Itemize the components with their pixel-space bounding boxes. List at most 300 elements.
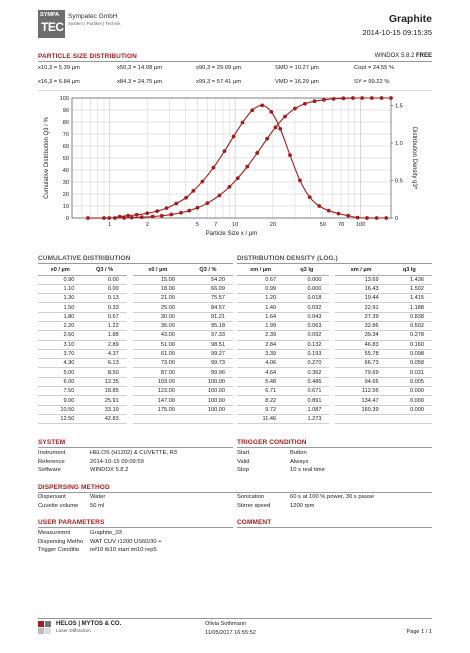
y-tick-label-left: 90 xyxy=(62,108,69,114)
system-field-label: Software xyxy=(38,467,61,473)
dens-q-cell: 0.486 xyxy=(284,377,329,386)
dens-q-cell: 0.891 xyxy=(284,396,329,405)
density-q3-point xyxy=(298,178,302,182)
cum-x-cell xyxy=(133,414,183,423)
table-row xyxy=(237,312,432,321)
cumulative-q3-point xyxy=(218,193,222,197)
cumulative-q3-point xyxy=(351,96,355,100)
cum-x-cell: 3.70 xyxy=(38,349,82,358)
density-q3-point xyxy=(337,212,341,216)
x-tick-label: 70 xyxy=(337,222,345,228)
dens-x-cell: 0.67 xyxy=(237,275,284,284)
user-param-label: Measuremnt xyxy=(38,530,71,536)
cum-q-cell: 100.00 xyxy=(183,396,233,405)
dens-q-cell: 1.502 xyxy=(387,284,432,293)
cum-q-cell: 4.37 xyxy=(82,349,126,358)
density-q3-point xyxy=(135,213,139,217)
y-tick-label-right: 0 xyxy=(395,216,399,222)
density-q3-point xyxy=(200,180,204,184)
dens-q-cell: 0.838 xyxy=(387,312,432,321)
dens-x-cell xyxy=(335,414,386,423)
cumulative-q3-point xyxy=(140,215,144,219)
cum-q-cell: 75.57 xyxy=(183,294,233,303)
cum-x-cell: 7.50 xyxy=(38,387,82,396)
y-tick-label-right: 1.5 xyxy=(395,103,403,110)
stat-x84: x84,3 = 24.75 µm xyxy=(117,79,163,85)
cum-x-cell: 0.90 xyxy=(38,275,82,284)
trigger-section-title: TRIGGER CONDITION xyxy=(237,439,307,446)
dispersing-field-value: 50 ml xyxy=(90,502,105,509)
dens-q-cell: 0.005 xyxy=(387,377,432,386)
software-free-label: FREE xyxy=(415,53,432,59)
cum-q-cell: 0.13 xyxy=(82,294,126,303)
cumulative-q3-point xyxy=(195,206,199,210)
logo-text-top: SYMPA xyxy=(40,12,60,18)
dens-x-cell: 0.99 xyxy=(237,284,284,293)
footer-brand-sub: Laser Diffraction xyxy=(56,629,91,634)
dens-x-cell: 1.64 xyxy=(237,312,284,321)
dens-q-cell: 0.000 xyxy=(284,284,329,293)
cumulative-q3-point xyxy=(265,137,269,141)
cum-x-cell: 15.00 xyxy=(133,275,183,284)
dens-q-cell: 1.188 xyxy=(387,303,432,312)
dens-x-cell: 1.20 xyxy=(237,294,284,303)
cumulative-q3-point xyxy=(179,211,183,215)
dens-q-cell: 0.058 xyxy=(387,359,432,368)
dens-q-cell: 0.000 xyxy=(284,275,329,284)
table-row xyxy=(237,321,432,330)
software-tag xyxy=(375,53,432,59)
density-q3-point xyxy=(184,196,188,200)
table-row xyxy=(38,294,233,303)
table-row xyxy=(38,405,233,414)
footer-brand: HELOS | MYTOS & CO. xyxy=(56,621,122,627)
stat-copt: Copt = 24.55 % xyxy=(354,65,395,71)
density-q3-point xyxy=(155,209,159,213)
psd-rule xyxy=(38,61,432,62)
density-q3-point xyxy=(165,206,169,210)
density-q3-point xyxy=(308,195,312,199)
table-row xyxy=(38,349,233,358)
user-params-rule xyxy=(38,527,233,528)
y-tick-label-left: 60 xyxy=(62,144,69,150)
cum-x-cell: 1.30 xyxy=(38,294,82,303)
cum-x-cell: 5.00 xyxy=(38,368,82,377)
table-row xyxy=(237,396,432,405)
cum-col-q-right: Q3 / % xyxy=(183,265,233,275)
cumulative-q3-point xyxy=(360,96,364,100)
table-row xyxy=(237,303,432,312)
cumulative-q3-point xyxy=(370,96,374,100)
y-tick-label-left: 20 xyxy=(62,192,69,198)
sympatec-logo xyxy=(38,10,65,38)
cumulative-q3-point xyxy=(245,165,249,169)
dens-rule xyxy=(237,263,432,264)
cum-q-cell xyxy=(183,414,233,423)
dens-x-cell: 2.84 xyxy=(237,340,284,349)
cum-q-cell: 8.50 xyxy=(82,368,126,377)
dens-x-cell: 94.66 xyxy=(335,377,386,386)
cum-x-cell: 18.00 xyxy=(133,284,183,293)
dens-q-cell: 0.063 xyxy=(284,321,329,330)
cum-q-cell: 91.21 xyxy=(183,312,233,321)
cum-q-cell: 1.88 xyxy=(82,331,126,340)
cumulative-q3-point xyxy=(151,215,155,219)
stat-smd: SMD = 10.27 µm xyxy=(275,65,319,71)
stat-x10: x10,3 = 5.39 µm xyxy=(38,65,80,71)
system-field-label: Instrument xyxy=(38,450,66,456)
cum-x-cell: 10.50 xyxy=(38,405,82,414)
cum-q-cell: 99.96 xyxy=(183,368,233,377)
footer-printed: 11/05/2017 16:55:52 xyxy=(205,630,256,636)
cum-q-cell: 42.83 xyxy=(82,414,126,423)
dens-q-cell: 0.362 xyxy=(284,368,329,377)
dens-x-cell: 46.83 xyxy=(335,340,386,349)
cum-col-x-right: x0 / µm xyxy=(133,265,183,275)
dens-x-cell: 4.06 xyxy=(237,359,284,368)
cum-q-cell: 25.91 xyxy=(82,396,126,405)
dens-col-x-left: xm / µm xyxy=(237,265,284,275)
stat-sy: SY = 99.22 % xyxy=(354,79,390,85)
dens-q-cell xyxy=(387,414,432,423)
x-tick-label: 100 xyxy=(355,222,366,228)
table-row xyxy=(38,359,233,368)
trigger-field-label: Start xyxy=(237,450,250,456)
cum-x-cell: 147.00 xyxy=(133,396,183,405)
density-q3-point xyxy=(288,153,292,157)
cum-x-cell: 12.50 xyxy=(38,414,82,423)
table-row xyxy=(38,331,233,340)
system-field-value: 2014-10-15 09:09:59 xyxy=(90,458,144,465)
table-row xyxy=(38,414,233,423)
cum-x-cell: 1.50 xyxy=(38,303,82,312)
software-version: WINDOX 5.8.2 xyxy=(374,53,415,59)
dens-q-cell: 0.193 xyxy=(284,349,329,358)
cum-x-cell: 1.80 xyxy=(38,312,82,321)
dens-x-cell: 16.43 xyxy=(335,284,386,293)
y-tick-label-left: 10 xyxy=(62,204,69,210)
dens-x-cell: 19.44 xyxy=(335,294,386,303)
cum-x-cell: 43.00 xyxy=(133,331,183,340)
trigger-field-label: Stop xyxy=(237,467,249,473)
dens-x-cell: 32.86 xyxy=(335,321,386,330)
system-rule xyxy=(38,447,233,448)
cumulative-table xyxy=(38,265,233,424)
dens-q-cell: 0.160 xyxy=(387,340,432,349)
comment-section-title: COMMENT xyxy=(237,519,272,526)
dens-q-cell: 0.000 xyxy=(387,387,432,396)
cum-q-cell: 98.51 xyxy=(183,340,233,349)
dens-q-cell: 1.436 xyxy=(387,275,432,284)
dispersing-field-label: Sonication xyxy=(237,494,265,500)
cum-q-cell: 66.09 xyxy=(183,284,233,293)
cumulative-q3-point xyxy=(303,102,307,106)
y-tick-label-right: 0.5 xyxy=(395,178,403,185)
cum-q-cell: 33.19 xyxy=(82,405,126,414)
stat-x99: x99,3 = 57.41 µm xyxy=(196,79,242,85)
stat-x50: x50,3 = 14.08 µm xyxy=(117,65,163,71)
dens-x-cell: 11.46 xyxy=(237,414,284,423)
density-q3-point xyxy=(365,216,369,220)
x-tick-label: 20 xyxy=(269,222,276,228)
cumulative-q3-point xyxy=(274,125,278,129)
dens-x-cell: 66.73 xyxy=(335,359,386,368)
y-tick-label-left: 100 xyxy=(59,96,69,102)
cumulative-q3-point xyxy=(187,209,191,213)
dens-q-cell: 0.018 xyxy=(284,294,329,303)
system-section-title: SYSTEM xyxy=(38,439,66,446)
psd-chart xyxy=(0,90,470,250)
table-row xyxy=(38,321,233,330)
table-row xyxy=(237,377,432,386)
table-row xyxy=(237,284,432,293)
density-q3-point xyxy=(223,149,227,153)
cum-x-cell: 3.10 xyxy=(38,340,82,349)
density-q3-point xyxy=(118,215,122,219)
dens-x-cell: 39.34 xyxy=(335,331,386,340)
dens-x-cell: 2.39 xyxy=(237,331,284,340)
table-row xyxy=(38,396,233,405)
dens-q-cell: 1.087 xyxy=(284,405,329,414)
stat-vmd: VMD = 16.29 µm xyxy=(275,79,319,85)
dens-q-cell: 0.032 xyxy=(284,303,329,312)
dens-q-cell: 0.278 xyxy=(387,331,432,340)
dens-x-cell: 8.22 xyxy=(237,396,284,405)
density-q3-point xyxy=(375,216,379,220)
cum-x-cell: 6.00 xyxy=(38,377,82,386)
dens-x-cell: 134.47 xyxy=(335,396,386,405)
cumulative-q3-point xyxy=(255,151,259,155)
table-row xyxy=(237,340,432,349)
report-datetime: 2014-10-15 09:15:35 xyxy=(362,28,432,37)
cumulative-q3-point xyxy=(313,99,317,103)
dens-x-cell: 22.91 xyxy=(335,303,386,312)
user-param-label: Trigger Conditio xyxy=(38,547,80,553)
dens-x-cell: 1.99 xyxy=(237,321,284,330)
density-q3-point xyxy=(232,135,236,139)
dens-col-x-right: xm / µm xyxy=(335,265,386,275)
cum-x-cell: 73.00 xyxy=(133,359,183,368)
dispersing-field-label: Dispersant xyxy=(38,494,66,500)
trigger-field-value: Button xyxy=(290,450,307,456)
trigger-field-value: 10 s real time xyxy=(290,467,325,473)
cum-q-cell: 0.00 xyxy=(82,284,126,293)
cum-q-cell: 0.33 xyxy=(82,303,126,312)
cum-x-cell: 36.00 xyxy=(133,321,183,330)
cum-q-cell: 0.67 xyxy=(82,312,126,321)
user-param-value: ref10 tb10 start mt10 rep5 xyxy=(90,547,157,553)
table-row xyxy=(237,294,432,303)
dens-col-q-left: q3 lg xyxy=(284,265,329,275)
cum-section-title: CUMULATIVE DISTRIBUTION xyxy=(38,255,131,262)
cum-col-x-left: x0 / µm xyxy=(38,265,82,275)
density-q3-point xyxy=(212,166,216,170)
dens-x-cell: 6.71 xyxy=(237,387,284,396)
cum-q-cell: 1.22 xyxy=(82,321,126,330)
density-q3-point xyxy=(317,204,321,208)
table-row xyxy=(237,414,432,423)
table-row xyxy=(38,312,233,321)
cum-q-cell: 54.20 xyxy=(183,275,233,284)
table-row xyxy=(38,303,233,312)
dens-q-cell: 0.502 xyxy=(387,321,432,330)
cum-q-cell: 6.13 xyxy=(82,359,126,368)
dispersing-field-value: Water xyxy=(90,494,106,500)
cum-q-cell: 99.73 xyxy=(183,359,233,368)
dens-q-cell: 0.671 xyxy=(284,387,329,396)
cumulative-q3-point xyxy=(130,216,134,220)
footer-user: Olivia Sothmann xyxy=(205,621,247,627)
cum-x-cell: 175.00 xyxy=(133,405,183,414)
dens-x-cell: 3.39 xyxy=(237,349,284,358)
dens-x-cell: 9.72 xyxy=(237,405,284,414)
cum-x-cell: 4.30 xyxy=(38,359,82,368)
cum-q-cell: 100.00 xyxy=(183,405,233,414)
dispersing-field-label: Stirrer speed xyxy=(237,502,271,509)
x-tick-label: 5 xyxy=(195,222,199,228)
cumulative-q3-point xyxy=(169,213,173,217)
density-table xyxy=(237,265,432,424)
density-q3-point xyxy=(241,121,245,125)
y-tick-label-left: 50 xyxy=(62,156,69,162)
cumulative-q3-point xyxy=(205,201,209,205)
x-axis-label: Particle Size x / µm xyxy=(205,231,258,237)
dens-x-cell: 4.64 xyxy=(237,368,284,377)
density-q3-point xyxy=(278,127,282,131)
cumulative-q3-point xyxy=(341,96,345,100)
table-row xyxy=(237,405,432,414)
dispersing-section-title: DISPERSING METHOD xyxy=(38,484,110,491)
y-tick-label-left: 80 xyxy=(62,120,69,126)
system-field-value: HELOS (H1202) & CUVETTE, R3 xyxy=(90,450,177,456)
dispersing-field-value: 1200 rpm xyxy=(290,502,315,509)
dens-q-cell: 1.415 xyxy=(387,294,432,303)
cum-q-cell: 0.00 xyxy=(82,275,126,284)
stat-x16: x16,3 = 6.84 µm xyxy=(38,79,80,85)
x-tick-label: 7 xyxy=(214,222,218,228)
cum-x-cell: 9.00 xyxy=(38,396,82,405)
cumulative-q3-point xyxy=(160,214,164,218)
density-q3-point xyxy=(260,103,264,107)
cumulative-q3-point xyxy=(322,98,326,102)
dens-x-cell: 112.56 xyxy=(335,387,386,396)
logo-text-bottom: TEC xyxy=(41,20,64,34)
cum-q-cell: 99.27 xyxy=(183,349,233,358)
dens-q-cell: 0.270 xyxy=(284,359,329,368)
y-axis-label-left: Cumulative Distribution Q3 / % xyxy=(44,117,50,199)
company-name: Sympatec GmbH xyxy=(68,13,118,20)
dens-x-cell: 79.69 xyxy=(335,368,386,377)
dens-q-cell: 0.098 xyxy=(387,349,432,358)
dens-x-cell: 1.40 xyxy=(237,303,284,312)
density-q3-point xyxy=(327,209,331,213)
cum-q-cell: 2.89 xyxy=(82,340,126,349)
dens-q-cell: 0.000 xyxy=(387,396,432,405)
footer-rule xyxy=(38,618,432,619)
dens-q-cell: 0.031 xyxy=(387,368,432,377)
density-q3-point xyxy=(384,216,388,220)
x-tick-label: 2 xyxy=(145,222,150,228)
system-field-label: Reference xyxy=(38,458,65,465)
cum-x-cell: 2.20 xyxy=(38,321,82,330)
cumulative-q3-point xyxy=(380,96,384,100)
table-row xyxy=(237,359,432,368)
dens-x-cell: 5.48 xyxy=(237,377,284,386)
density-q3-point xyxy=(346,214,350,218)
dispersing-field-label: Cuvette volume xyxy=(38,502,79,509)
cumulative-q3-point xyxy=(332,97,336,101)
dens-q-cell: 0.092 xyxy=(284,331,329,340)
footer-page: Page 1 / 1 xyxy=(406,629,432,635)
comment-rule xyxy=(237,527,432,528)
density-q3-point xyxy=(86,216,90,220)
dispersing-rule xyxy=(38,492,432,493)
psd-section-title: PARTICLE SIZE DISTRIBUTION xyxy=(38,53,137,60)
user-param-label: Dispersing Metho xyxy=(38,538,84,545)
cumulative-q3-point xyxy=(283,115,287,119)
dens-q-cell: 0.043 xyxy=(284,312,329,321)
dens-x-cell: 13.69 xyxy=(335,275,386,284)
y-tick-label-left: 40 xyxy=(62,168,69,174)
table-row xyxy=(237,331,432,340)
dens-q-cell: 0.000 xyxy=(387,405,432,414)
density-q3-point xyxy=(126,214,130,218)
cum-x-cell: 61.00 xyxy=(133,349,183,358)
y-tick-label-right: 1.0 xyxy=(395,141,403,147)
density-q3-point xyxy=(250,108,254,112)
cum-x-cell: 30.00 xyxy=(133,312,183,321)
cum-x-cell: 103.00 xyxy=(133,377,183,386)
table-row xyxy=(38,284,233,293)
company-subtitle: System | Partikel | Technik xyxy=(68,21,121,26)
density-q3-point xyxy=(356,216,360,220)
cum-x-cell: 123.00 xyxy=(133,387,183,396)
sample-title: Graphite xyxy=(388,13,432,25)
cumulative-q3-point xyxy=(389,96,393,100)
table-row xyxy=(38,387,233,396)
cum-q-cell: 12.35 xyxy=(82,377,126,386)
cum-q-cell: 95.18 xyxy=(183,321,233,330)
cumulative-q3-point xyxy=(227,185,231,189)
helos-logo-icon xyxy=(38,621,52,634)
table-row xyxy=(38,340,233,349)
cum-q-cell: 100.00 xyxy=(183,377,233,386)
cum-x-cell: 1.10 xyxy=(38,284,82,293)
density-q3-point xyxy=(145,211,149,215)
user-param-value: Graphite_03 xyxy=(90,530,122,536)
table-row xyxy=(237,349,432,358)
y-tick-label-left: 30 xyxy=(62,180,69,186)
dens-q-cell: 1.273 xyxy=(284,414,329,423)
table-row xyxy=(237,368,432,377)
dens-x-cell: 27.39 xyxy=(335,312,386,321)
dens-x-cell: 160.39 xyxy=(335,405,386,414)
dens-col-q-right: q3 lg xyxy=(387,265,432,275)
x-tick-label: 10 xyxy=(232,222,239,228)
dens-q-cell: 0.132 xyxy=(284,340,329,349)
density-q3-point xyxy=(269,110,273,114)
dispersing-field-value: 60 s at 100 % power, 30 s pause xyxy=(290,494,375,500)
x-tick-label: 1 xyxy=(108,222,112,228)
cumulative-q3-point xyxy=(236,176,240,180)
cumulative-q3-point xyxy=(293,107,297,111)
table-row xyxy=(237,387,432,396)
trigger-field-label: Valid xyxy=(237,458,250,465)
dens-x-cell: 55.78 xyxy=(335,349,386,358)
cum-col-q-left: Q3 / % xyxy=(82,265,126,275)
table-row xyxy=(38,377,233,386)
stat-x90: x90,3 = 29.09 µm xyxy=(196,65,242,71)
